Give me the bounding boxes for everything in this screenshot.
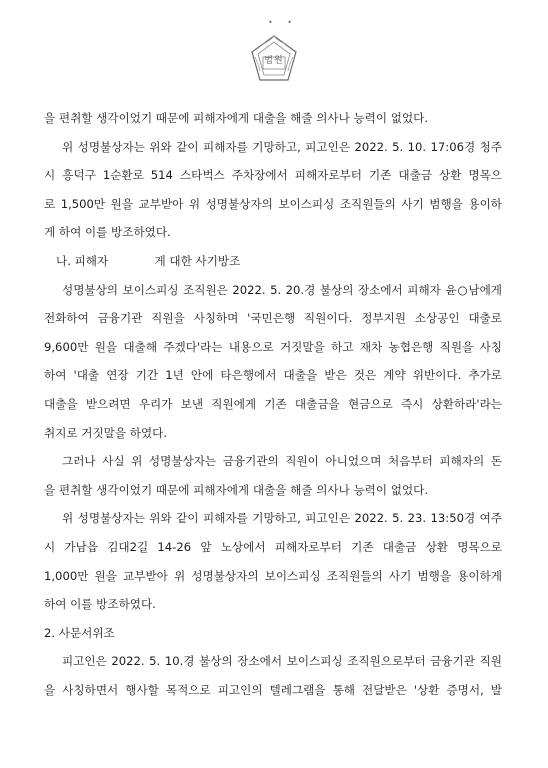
seal-label: 법원: [264, 56, 284, 66]
top-marks: • •: [268, 18, 298, 27]
text-line: 로 1,500만 원을 교부받아 위 성명불상자의 보이스피싱 조직원들의 사기 범행을 용이하: [44, 196, 502, 211]
court-seal: [247, 33, 301, 87]
text-line: 피고인은 2022. 5. 10.경 불상의 장소에서 보이스피싱 조직원으로부터 금융기관 직원: [62, 654, 502, 669]
text-line: 을 사칭하면서 행사할 목적으로 피고인의 텔레그램을 통해 전달받은 '상환 증명서, 발: [44, 682, 502, 697]
text-line: 1,000만 원을 교부받아 위 성명불상자의 보이스피싱 조직원들의 사기 범행을 용이하게: [44, 568, 502, 583]
section-heading: 2. 사문서위조: [44, 625, 115, 640]
text-line: 대출을 받으려면 우리가 보낸 직원에게 기존 대출금을 현금으로 즉시 상환하라'라는: [44, 396, 502, 411]
text-line: 위 성명불상자는 위와 같이 피해자를 기망하고, 피고인은 2022. 5. 23. 13:50경 여주: [62, 511, 502, 526]
text-line: 을 편취할 생각이었기 때문에 피해자에게 대출을 해줄 의사나 능력이 없었다.: [44, 111, 429, 125]
text-line: 9,600만 원을 대출해 주겠다'라는 내용으로 거짓말을 하고 재차 농협은행 직원을 사칭: [44, 339, 502, 354]
text-line: 성명불상의 보이스피싱 조직원은 2022. 5. 20.경 불상의 장소에서 피해자 윤○남에게: [62, 282, 502, 297]
text-line: 을 편취할 생각이었기 때문에 피해자에게 대출을 해줄 의사나 능력이 없었다.: [44, 482, 429, 497]
text-line: 시 가남읍 김대2길 14-26 앞 노상에서 피해자로부터 기존 대출금 상환 명목으로: [44, 539, 502, 554]
text-line: 취지로 거짓말을 하였다.: [44, 425, 168, 440]
text-line: 그러나 사실 위 성명불상자는 금융기관의 직원이 아니었으며 처음부터 피해자의 돈: [62, 454, 502, 469]
text-line: 하여 '대출 연장 기간 1년 안에 타은행에서 대출을 받은 것은 계약 위반이다. 추가로: [44, 368, 502, 383]
text-line: 위 성명불상자는 위와 같이 피해자를 기망하고, 피고인은 2022. 5. 10. 17:06경 청주: [62, 139, 502, 154]
text-line: 하여 이를 방조하였다.: [44, 597, 156, 612]
text-line: 시 흥덕구 1순환로 514 스타벅스 주차장에서 피해자로부터 기존 대출금 상환 명목으: [44, 168, 502, 183]
text-line: 전화하여 금융기관 직원을 사칭하며 '국민은행 직원이다. 정부지원 소상공인 대출로: [44, 311, 502, 326]
document-body: [44, 104, 502, 704]
text-line: 게 하여 이를 방조하였다.: [44, 225, 171, 240]
section-heading: 나. 피해자 게 대한 사기방조: [56, 253, 241, 268]
